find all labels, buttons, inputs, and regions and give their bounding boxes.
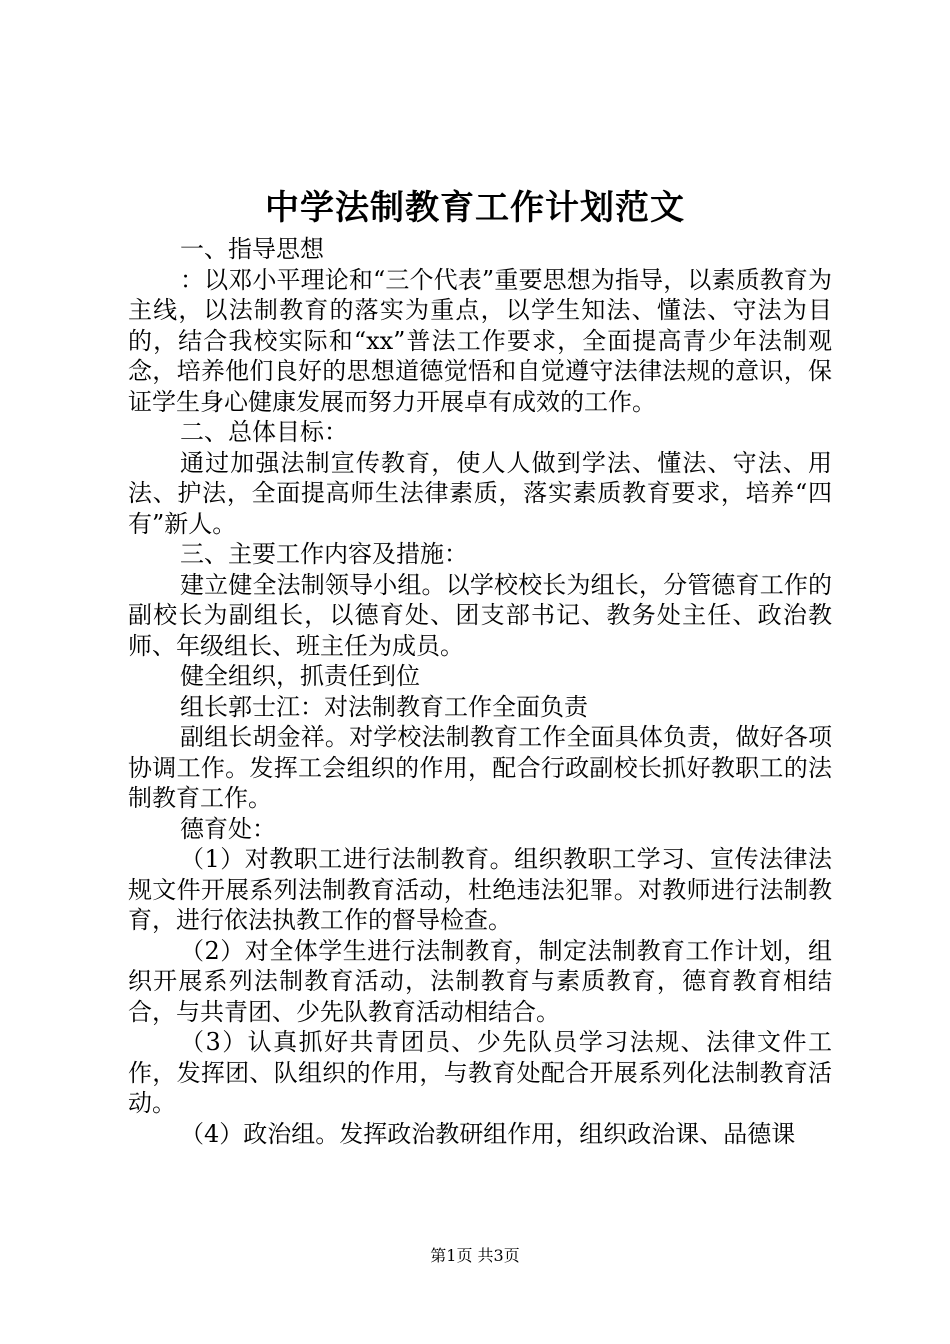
document-body: [128, 234, 832, 1149]
heading-overall-goal: 二、总体目标：: [180, 418, 348, 446]
paragraph-organization: 健全组织，抓责任到位: [180, 662, 420, 690]
list-item-3: （3）认真抓好共青团员、少先队员学习法规、法律文件工作，发挥团、队组织的作用，与教育处配合开展系列化法制教育活动。: [128, 1028, 832, 1117]
paragraph-overall-goal: 通过加强法制宣传教育，使人人做到学法、懂法、守法、用法、护法，全面提高师生法律素质，落实素质教育要求，培养“四有”新人。: [128, 448, 832, 538]
list-item-1: （1）对教职工进行法制教育。组织教职工学习、宣传法律法规文件开展系列法制教育活动，杜绝违法犯罪。对教师进行法制教育，进行依法执教工作的督导检查。: [128, 845, 832, 934]
heading-main-work: 三、主要工作内容及措施：: [180, 540, 468, 568]
document-title: 中学法制教育工作计划范文: [265, 188, 685, 228]
list-item-4: （4）政治组。发挥政治教研组作用，组织政治课、品德课: [180, 1119, 796, 1148]
paragraph-deputy-leader: 副组长胡金祥。对学校法制教育工作全面具体负责，做好各项协调工作。发挥工会组织的作用，配合行政副校长抓好教职工的法制教育工作。: [128, 723, 832, 812]
paragraph-group-leader: 组长郭士江：对法制教育工作全面负责: [180, 692, 588, 721]
paragraph-leadership-group: 建立健全法制领导小组。以学校校长为组长，分管德育工作的副校长为副组长，以德育处、团支部书记、教务处主任、政治教师、年级组长、班主任为成员。: [128, 570, 832, 660]
heading-guiding-ideology: 一、指导思想: [180, 235, 324, 263]
page-footer: 第1页 共3页: [430, 1246, 520, 1265]
list-item-2: （2）对全体学生进行法制教育，制定法制教育工作计划，组织开展系列法制教育活动，法制教育与素质教育，德育教育相结合，与共青团、少先队教育活动相结合。: [128, 936, 832, 1026]
paragraph-moral-office: 德育处：: [180, 814, 276, 843]
paragraph-guiding-ideology: ：以邓小平理论和“三个代表”重要思想为指导，以素质教育为主线，以法制教育的落实为重点，以学生知法、懂法、守法为目的，结合我校实际和“xx”普法工作要求，全面提高青少年法制观念，培养他们良好的思想道德觉悟和自觉遵守法律法规的意识，保证学生身心健康发展而努力开展卓有成效的工作。: [128, 265, 832, 416]
